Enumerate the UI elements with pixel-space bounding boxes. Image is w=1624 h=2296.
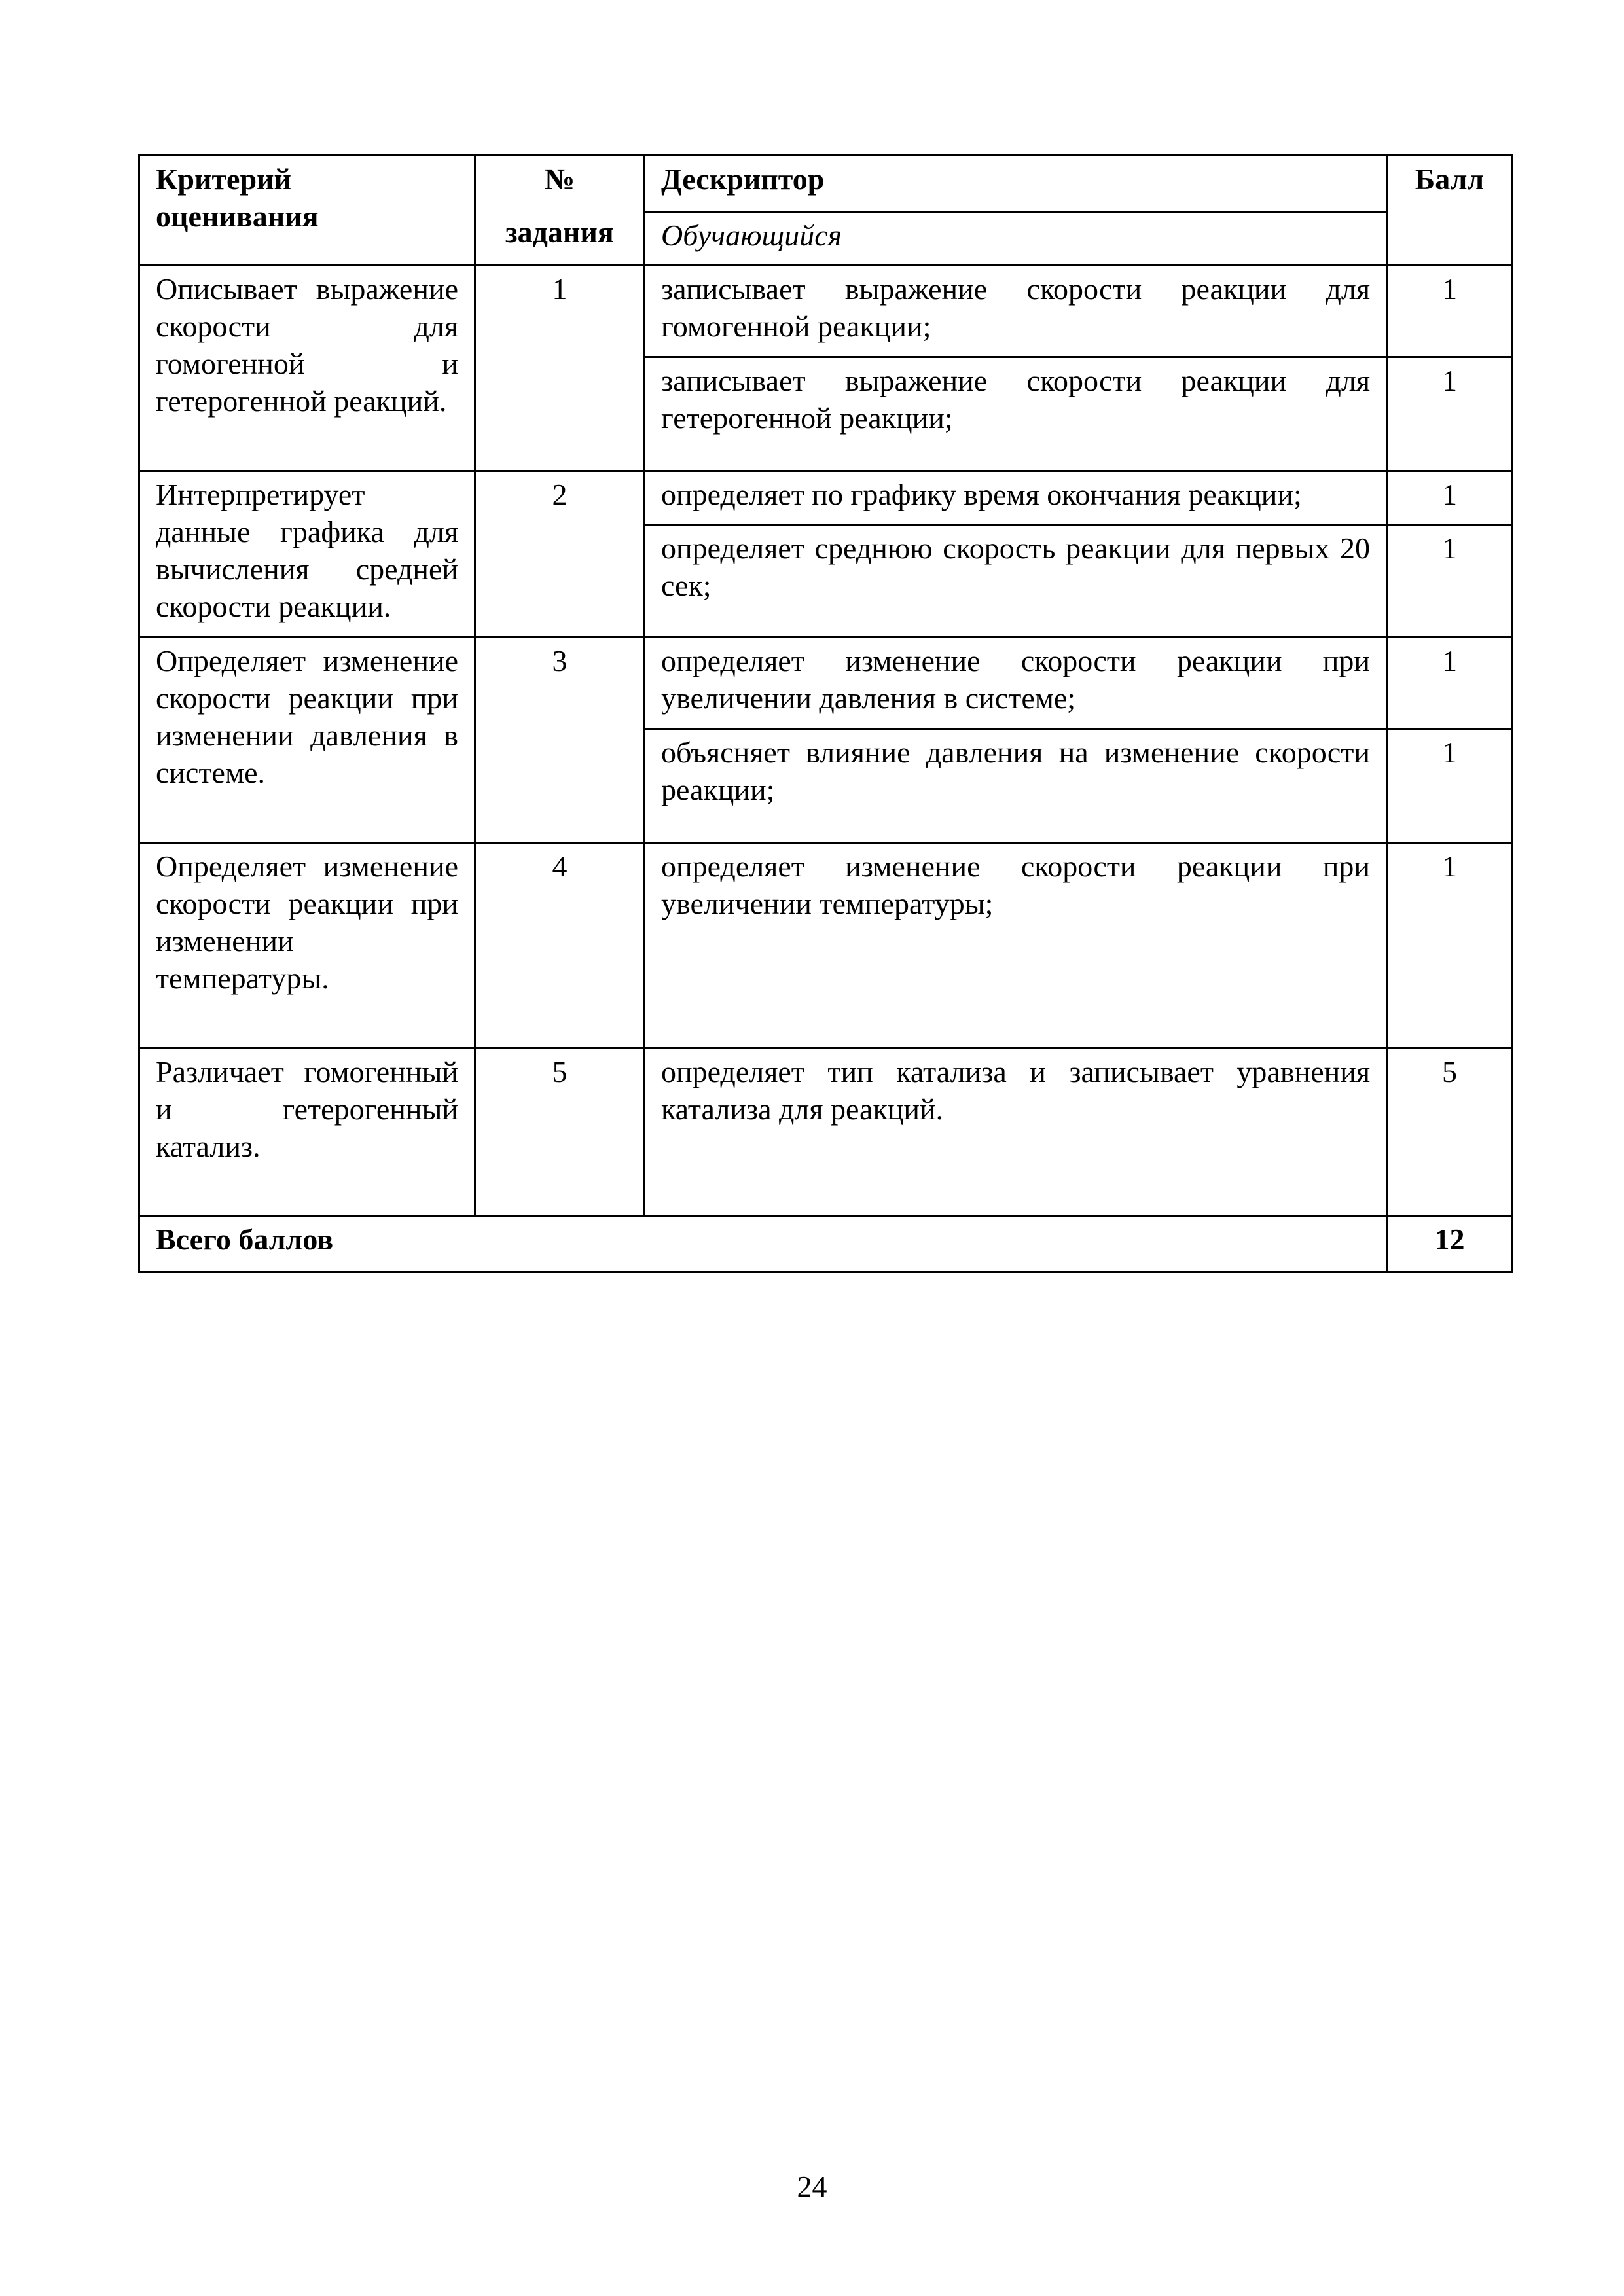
task-number-cell: 3 [475, 637, 645, 843]
task-number-cell: 4 [475, 843, 645, 1049]
page-number: 24 [797, 2170, 827, 2203]
criterion-cell: Описывает выражение скорости для гомогенной и гетерогенной реакций. [139, 266, 475, 471]
table-row [139, 266, 1513, 357]
score-cell: 1 [1387, 637, 1513, 729]
criterion-cell: Определяет изменение скорости реакции при изменении давления в системе. [139, 637, 475, 843]
criterion-cell: Определяет изменение скорости реакции при изменении температуры. [139, 843, 475, 1049]
descriptor-cell: объясняет влияние давления на изменение скорости реакции; [645, 729, 1387, 843]
task-number-cell: 5 [475, 1049, 645, 1216]
descriptor-cell: записывает выражение скорости реакции для гомогенной реакции; [645, 266, 1387, 357]
header-task-number-symbol: № [544, 162, 575, 196]
table-row [139, 843, 1513, 1049]
descriptor-cell: определяет изменение скорости реакции при увеличении давления в системе; [645, 637, 1387, 729]
criterion-cell: Различает гомогенный и гетерогенный катализ. [139, 1049, 475, 1216]
descriptor-cell: определяет изменение скорости реакции при увеличении температуры; [645, 843, 1387, 1049]
descriptor-cell: определяет среднюю скорость реакции для первых 20 сек; [645, 525, 1387, 637]
table-row [139, 1049, 1513, 1216]
total-score: 12 [1387, 1216, 1513, 1272]
task-number-cell: 1 [475, 266, 645, 471]
score-cell: 1 [1387, 843, 1513, 1049]
header-criterion: Критерий оценивания [139, 156, 475, 266]
header-score: Балл [1387, 156, 1513, 266]
header-task-number [475, 156, 645, 266]
descriptor-cell: определяет тип катализа и записывает уравнения катализа для реакций. [645, 1049, 1387, 1216]
assessment-rubric-table [138, 154, 1513, 1273]
total-label: Всего баллов [139, 1216, 1387, 1272]
descriptor-cell: определяет по графику время окончания реакции; [645, 471, 1387, 525]
table-row [139, 471, 1513, 525]
score-cell: 5 [1387, 1049, 1513, 1216]
criterion-cell: Интерпретирует данные графика для вычисления средней скорости реакции. [139, 471, 475, 637]
header-descriptor: Дескриптор [645, 156, 1387, 212]
header-task-number-word: задания [505, 215, 614, 249]
descriptor-cell: записывает выражение скорости реакции для гетерогенной реакции; [645, 357, 1387, 471]
total-row [139, 1216, 1513, 1272]
score-cell: 1 [1387, 729, 1513, 843]
table-row [139, 637, 1513, 729]
score-cell: 1 [1387, 266, 1513, 357]
table-header-row [139, 156, 1513, 212]
score-cell: 1 [1387, 525, 1513, 637]
score-cell: 1 [1387, 357, 1513, 471]
task-number-cell: 2 [475, 471, 645, 637]
header-descriptor-subtitle: Обучающийся [645, 212, 1387, 266]
score-cell: 1 [1387, 471, 1513, 525]
